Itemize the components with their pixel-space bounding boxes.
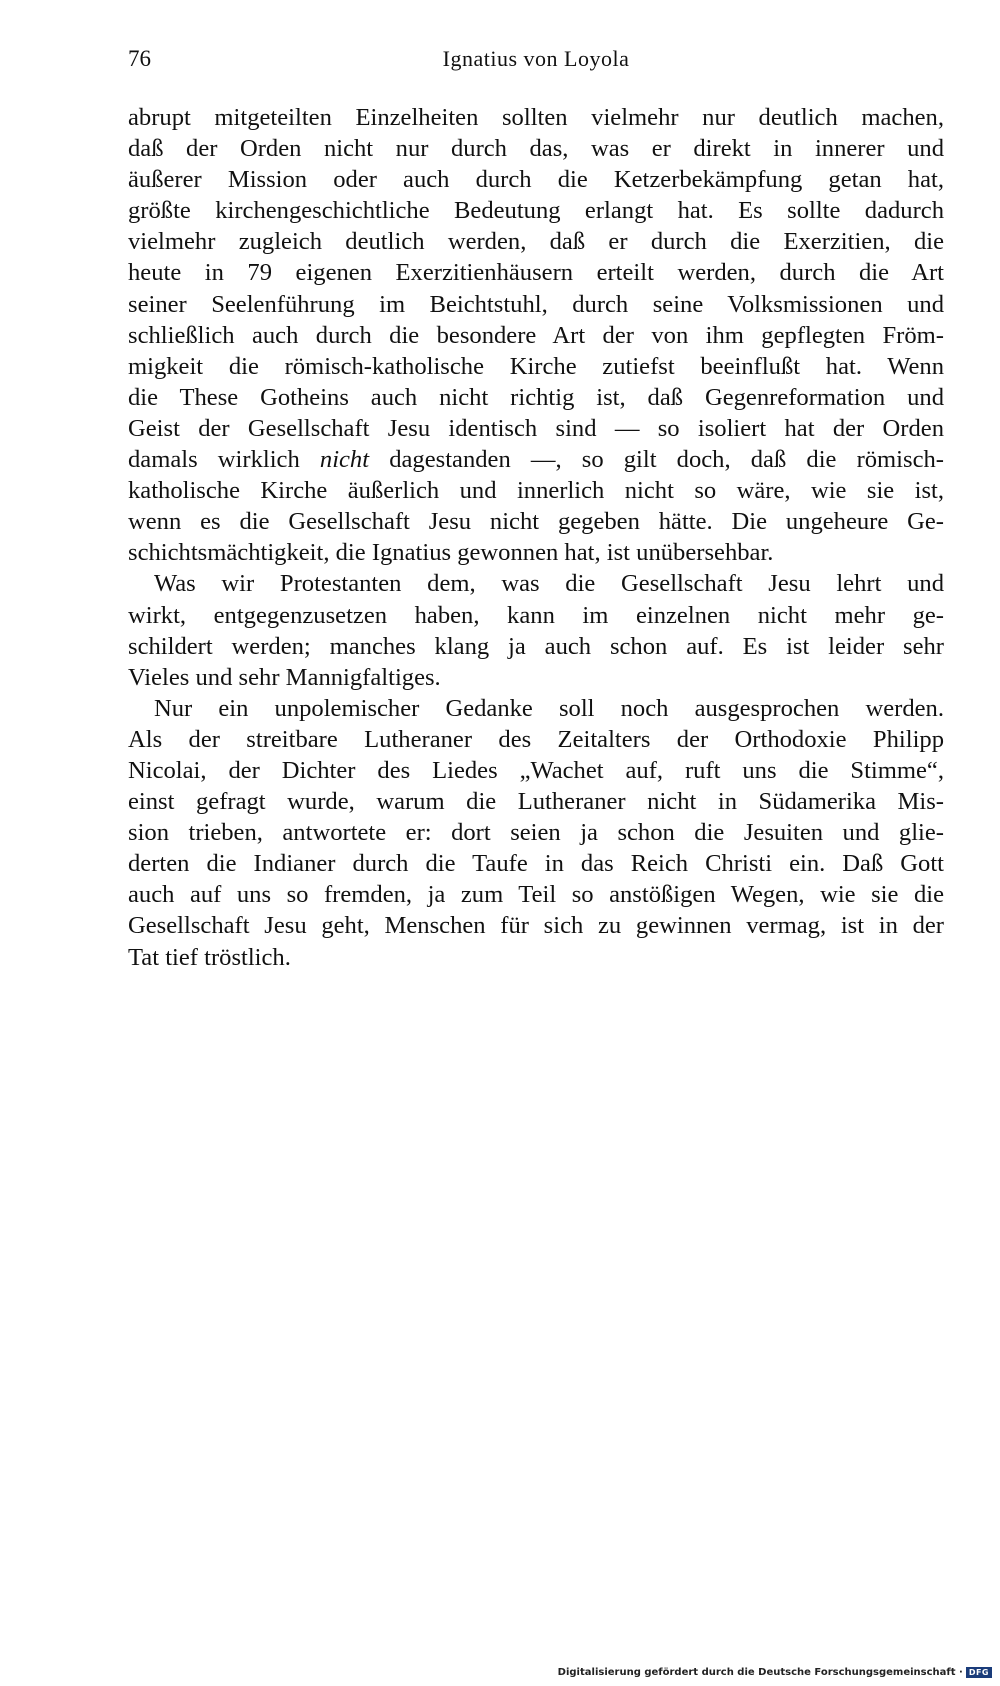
body-text xyxy=(128,102,944,973)
text-line: Vieles und sehr Mannigfaltiges. xyxy=(128,663,441,691)
text-line: seiner Seelenführung im Beichtstuhl, durch seine Volksmissionen und xyxy=(128,290,944,318)
text-line: Als der streitbare Lutheraner des Zeitalters der Orthodoxie Philipp xyxy=(128,725,944,753)
page-header xyxy=(128,46,944,82)
dfg-logo-icon: DFG xyxy=(966,1667,992,1678)
text-line: die These Gotheins auch nicht richtig ist, daß Gegenreformation und xyxy=(128,383,944,411)
text-line: abrupt mitgeteilten Einzelheiten sollten vielmehr nur deutlich machen, xyxy=(128,104,944,131)
text-line: größte kirchengeschichtliche Bedeutung erlangt hat. Es sollte dadurch xyxy=(128,197,944,225)
text-line: wirkt, entgegenzusetzen haben, kann im einzelnen nicht mehr ge- xyxy=(128,601,944,629)
text-line: damals wirklich nicht dagestanden —, so gilt doch, daß die römisch- xyxy=(128,446,944,474)
text-line: Nicolai, der Dichter des Liedes „Wachet auf, ruft uns die Stimme“, xyxy=(128,756,944,784)
paragraph xyxy=(128,568,944,692)
text-line: vielmehr zugleich deutlich werden, daß er durch die Exerzitien, die xyxy=(128,228,944,256)
text-line: auch auf uns so fremden, ja zum Teil so anstößigen Wegen, wie sie die xyxy=(128,881,944,909)
text-line: Gesellschaft Jesu geht, Menschen für sich zu gewinnen vermag, ist in der xyxy=(128,912,944,940)
text-line: katholische Kirche äußerlich und innerlich nicht so wäre, wie sie ist, xyxy=(128,477,944,505)
text-line: einst gefragt wurde, warum die Lutheraner nicht in Südamerika Mis- xyxy=(128,788,944,816)
running-head: Ignatius von Loyola xyxy=(442,46,630,71)
text-line: Geist der Gesellschaft Jesu identisch sind — so isoliert hat der Orden xyxy=(128,414,944,442)
digitization-credit xyxy=(558,1667,992,1678)
paragraph xyxy=(128,102,944,568)
text-line: migkeit die römisch-katholische Kirche zutiefst beeinflußt hat. Wenn xyxy=(128,352,944,380)
text-line: heute in 79 eigenen Exerzitienhäusern erteilt werden, durch die Art xyxy=(128,259,944,287)
text-line: daß der Orden nicht nur durch das, was er direkt in innerer und xyxy=(128,135,944,163)
text-line: äußerer Mission oder auch durch die Ketzerbekämpfung getan hat, xyxy=(128,166,944,194)
text-line: sion trieben, antwortete er: dort seien ja schon die Jesuiten und glie- xyxy=(128,819,944,847)
text-line: wenn es die Gesellschaft Jesu nicht gegeben hätte. Die ungeheure Ge- xyxy=(128,508,944,536)
text-line: derten die Indianer durch die Taufe in das Reich Christi ein. Daß Gott xyxy=(128,850,944,878)
paragraph xyxy=(128,693,944,973)
text-line: schichtsmächtigkeit, die Ignatius gewonnen hat, ist unübersehbar. xyxy=(128,539,774,567)
text-line: Nur ein unpolemischer Gedanke soll noch ausgesprochen werden. xyxy=(154,694,944,722)
text-line: Tat tief tröstlich. xyxy=(128,943,291,971)
credit-text: Digitalisierung gefördert durch die Deutsche Forschungsgemeinschaft · xyxy=(557,1667,963,1678)
text-line: schildert werden; manches klang ja auch schon auf. Es ist leider sehr xyxy=(128,632,944,660)
text-line: Was wir Protestanten dem, was die Gesellschaft Jesu lehrt und xyxy=(154,570,944,598)
page-number: 76 xyxy=(128,46,151,71)
text-line: schließlich auch durch die besondere Art der von ihm gepflegten Fröm- xyxy=(128,321,944,349)
